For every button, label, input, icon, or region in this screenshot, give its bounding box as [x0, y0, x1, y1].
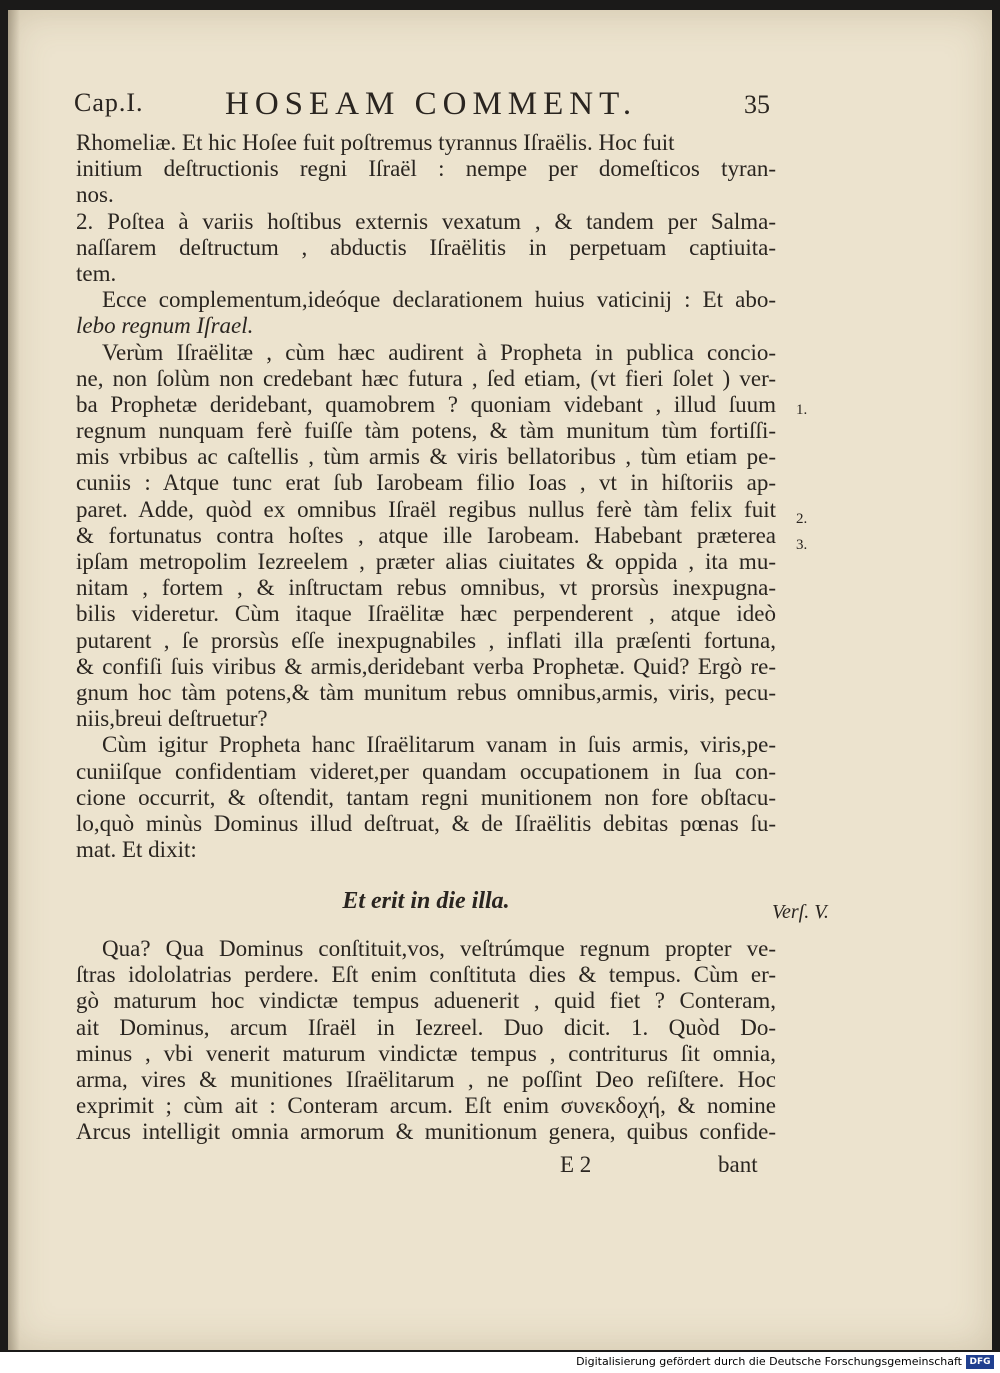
- text-line: Arcus intelligit omnia armorum & munitionum genera, quibus confide-: [76, 1119, 776, 1145]
- text-line: regnum nunquam ferè fuiſſe tàm potens, & tàm munitum tùm fortiſſi-: [76, 418, 776, 444]
- body-text-block-1: [76, 130, 776, 863]
- text-line: niis,breui deſtruetur?: [76, 706, 268, 732]
- text-line: initium deſtructionis regni Iſraël : nempe per domeſticos tyran-: [76, 156, 776, 182]
- funding-credit: Digitalisierung gefördert durch die Deutsche Forschungsgemeinschaft: [576, 1355, 962, 1368]
- text-line: gò maturum hoc vindictæ tempus aduenerit , quid fiet ? Conteram,: [76, 988, 776, 1014]
- text-line: ſtras idololatrias perdere. Eſt enim conſtituta dies & tempus. Cùm er-: [76, 962, 776, 988]
- text-line: naſſarem deſtructum , abductis Iſraëlitis in perpetuam captiuita-: [76, 234, 776, 260]
- margin-note-3: 3.: [796, 537, 808, 553]
- text-line: cuniiſque confidentiam videret,per quandam occupationem in ſua con-: [76, 758, 776, 784]
- text-line: Ecce complementum,ideóque declarationem huius vaticinij : Et abo-: [102, 287, 776, 313]
- text-line: nos.: [76, 182, 114, 208]
- text-line: nitam , fortem , & inſtructam rebus omnibus, vt prorsùs inexpugna-: [76, 575, 776, 601]
- margin-note-2: 2.: [796, 511, 808, 527]
- text-line: paret. Adde, quòd ex omnibus Iſraël regibus nullus ferè tàm felix fuit: [76, 496, 776, 522]
- text-line: gnum hoc tàm potens,& tàm munitum rebus omnibus,armis, viris, pecu-: [76, 679, 776, 705]
- text-line: ipſam metropolim Iezreelem , præter alias ciuitates & oppida , ita mu-: [76, 549, 776, 574]
- running-head-title: HOSEAM COMMENT.: [225, 86, 638, 122]
- body-text-block-2: [76, 936, 776, 1146]
- dfg-logo: DFG: [966, 1355, 994, 1369]
- text-line: & confiſi ſuis viribus & armis,deridebant verba Prophetæ. Quid? Ergò re-: [76, 653, 776, 679]
- margin-note-1: 1.: [796, 402, 808, 418]
- text-line: lebo regnum Iſrael.: [76, 313, 254, 339]
- text-line: arma, vires & munitiones Iſraëlitarum , ne poſſint Deo reſiſtere. Hoc: [76, 1066, 776, 1092]
- text-line: exprimit ; cùm ait : Conteram arcum. Eſt enim συνεκδοχή, & nomine: [76, 1093, 776, 1119]
- section-heading: Et erit in die illa.: [342, 888, 510, 914]
- text-line: cione occurrit, & oſtendit, tantam regni munitionem non fore obſtacu-: [76, 784, 776, 810]
- text-line: ba Prophetæ deridebant, quamobrem ? quoniam videbant , illud ſuum: [76, 391, 776, 417]
- signature-mark: E 2: [560, 1152, 592, 1177]
- page-fold-shadow: [8, 10, 20, 1350]
- text-line: Cùm igitur Propheta hanc Iſraëlitarum vanam in ſuis armis, viris,pe-: [102, 732, 776, 758]
- text-line: tem.: [76, 260, 117, 286]
- text-line: ne, non ſolùm non credebant hæc futura , ſed etiam, (vt fieri ſolet ) ver-: [76, 365, 776, 391]
- text-line: Verùm Iſraëlitæ , cùm hæc audirent à Propheta in publica concio-: [102, 339, 776, 365]
- text-line: Qua? Qua Dominus conſtituit,vos, veſtrúmque regnum propter ve-: [102, 936, 776, 961]
- text-line: 2. Poſtea à variis hoſtibus externis vexatum , & tandem per Salma-: [76, 208, 776, 234]
- text-line: mat. Et dixit:: [76, 837, 197, 863]
- footer-bar: [0, 1352, 1000, 1373]
- text-line: lo,quò minùs Dominus illud deſtruat, & de Iſraëlitis debitas pœnas ſu-: [76, 810, 776, 836]
- text-line: putarent , ſe prorsùs eſſe inexpugnabiles , inflati illa præſenti fortuna,: [76, 627, 776, 653]
- page-number: 35: [744, 90, 770, 119]
- text-line: ait Dominus, arcum Iſraël in Iezreel. Duo dicit. 1. Quòd Do-: [76, 1014, 776, 1040]
- text-line: bilis videretur. Cùm itaque Iſraëlitæ hæc perpenderent , atque ideò: [76, 601, 776, 627]
- running-head-chapter: Cap.I.: [74, 88, 144, 117]
- text-line: cuniis : Atque tunc erat ſub Iarobeam filio Ioas , vt in hiſtoriis ap-: [76, 470, 776, 496]
- text-line: & fortunatus contra hoſtes , atque ille Iarobeam. Habebant præterea: [76, 522, 776, 548]
- verse-margin-note: Verſ. V.: [772, 901, 829, 923]
- catchword: bant: [718, 1152, 758, 1177]
- text-line: Rhomeliæ. Et hic Hoſee fuit poſtremus tyrannus Iſraëlis. Hoc fuit: [76, 130, 675, 155]
- text-line: minus , vbi venerit maturum vindictæ tempus , contriturus ſit omnia,: [76, 1040, 776, 1066]
- text-line: mis vrbibus ac caſtellis , tùm armis & viris bellatoribus , tùm etiam pe-: [76, 444, 776, 470]
